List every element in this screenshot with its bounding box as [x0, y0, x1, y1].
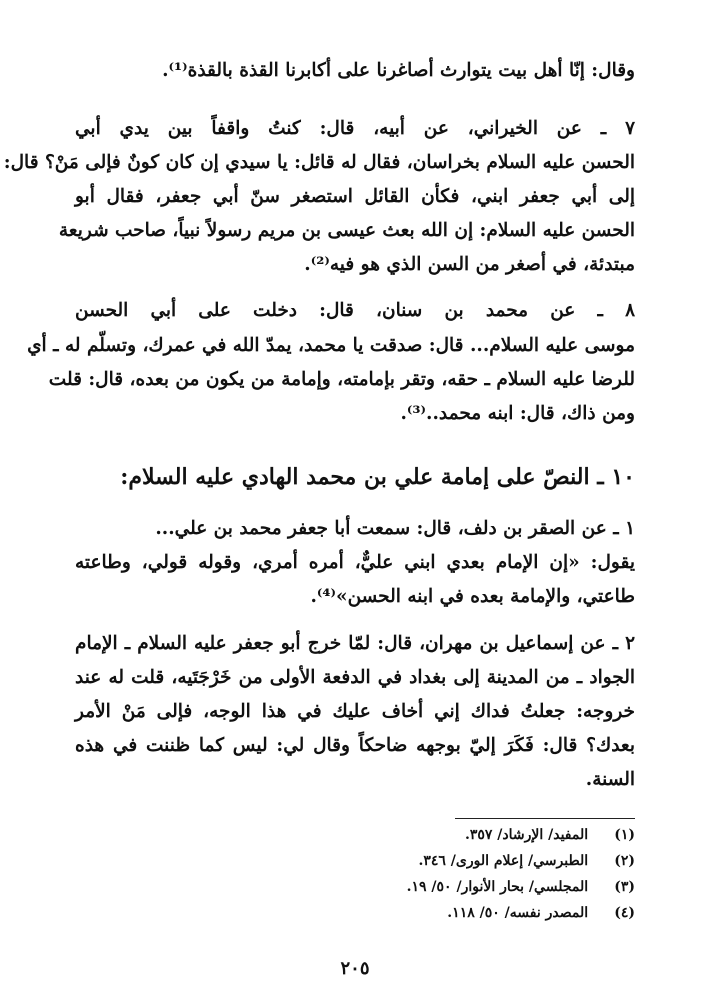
text-line: الحسن عليه السلام: إن الله بعث عيسى بن مريم رسولاً نبياً، صاحب شريعة — [58, 220, 635, 241]
text-line: طاعتي، والإمامة بعده في ابنه الحسن»⁽⁴⁾. — [310, 586, 635, 607]
section-heading: ١٠ ـ النصّ على إمامة علي بن محمد الهادي عليه السلام: — [120, 464, 635, 490]
text-line: ٨ ـ عن محمد بن سنان، قال: دخلت على أبي الحسن — [75, 300, 635, 321]
footnote-separator — [455, 818, 635, 819]
footnote-number: (٤) — [614, 905, 635, 921]
text-line: ومن ذاك، قال: ابنه محمد..⁽³⁾. — [400, 403, 635, 424]
footnote — [75, 874, 635, 900]
text-line: السنة. — [585, 769, 635, 790]
text-line: ١ ـ عن الصقر بن دلف، قال: سمعت أبا جعفر محمد بن علي... — [155, 518, 635, 539]
footnote-number: (٢) — [614, 853, 635, 869]
text-line: يقول: «إن الإمام بعدي ابني عليٌّ، أمره أمري، وقوله قولي، وطاعته — [75, 552, 635, 573]
text-line: الحسن عليه السلام بخراسان، فقال له قائل: يا سيدي إن كان كونٌ فإلى مَنْ؟ قال: — [3, 152, 635, 173]
footnote-number: (٣) — [614, 879, 635, 895]
footnote-text: المصدر نفسه/ ٥٠/ ١١٨. — [447, 905, 589, 921]
text-line: ٢ ـ عن إسماعيل بن مهران، قال: لمّا خرج أبو جعفر عليه السلام ـ الإمام — [75, 633, 635, 654]
footnote — [75, 822, 635, 848]
footnote — [75, 848, 635, 874]
page-number: ٢٠٥ — [340, 958, 370, 979]
footnote-text: المفيد/ الإرشاد/ ٣٥٧. — [464, 827, 589, 843]
text-line: خروجه: جعلتُ فداك إني أخاف عليك في هذا الوجه، فإلى مَنْ الأمر — [75, 701, 635, 722]
text-line: إلى أبي جعفر ابني، فكأن القائل استصغر سنّ أبي جعفر، فقال أبو — [75, 186, 635, 207]
text-line: الجواد ـ من المدينة إلى بغداد في الدفعة الأولى من خَرْجَتَيه، قلت له عند — [75, 667, 635, 688]
footnote — [75, 900, 635, 926]
text-line: بعدك؟ قال: فَكَرَ إليّ بوجهه ضاحكاً وقال لي: ليس كما ظننت في هذه — [75, 735, 635, 756]
text-line: ٧ ـ عن الخيراني، عن أبيه، قال: كنتُ واقفاً بين يدي أبي — [75, 118, 635, 139]
text-line: وقال: إنّا أهل بيت يتوارث أصاغرنا على أكابرنا القذة بالقذة⁽¹⁾. — [162, 60, 635, 81]
footnote-text: الطبرسي/ إعلام الورى/ ٣٤٦. — [418, 853, 589, 869]
text-line: مبتدئة، في أصغر من السن الذي هو فيه⁽²⁾. — [304, 254, 635, 275]
footnote-number: (١) — [614, 827, 635, 843]
text-line: موسى عليه السلام... قال: صدقت يا محمد، يمدّ الله في عمرك، وتسلّم له ـ أي — [27, 335, 635, 356]
text-line: للرضا عليه السلام ـ حقه، وتقر بإمامته، وإمامة من يكون من بعده، قال: قلت — [48, 369, 635, 390]
footnote-text: المجلسي/ بحار الأنوار/ ٥٠/ ١٩. — [406, 879, 589, 895]
